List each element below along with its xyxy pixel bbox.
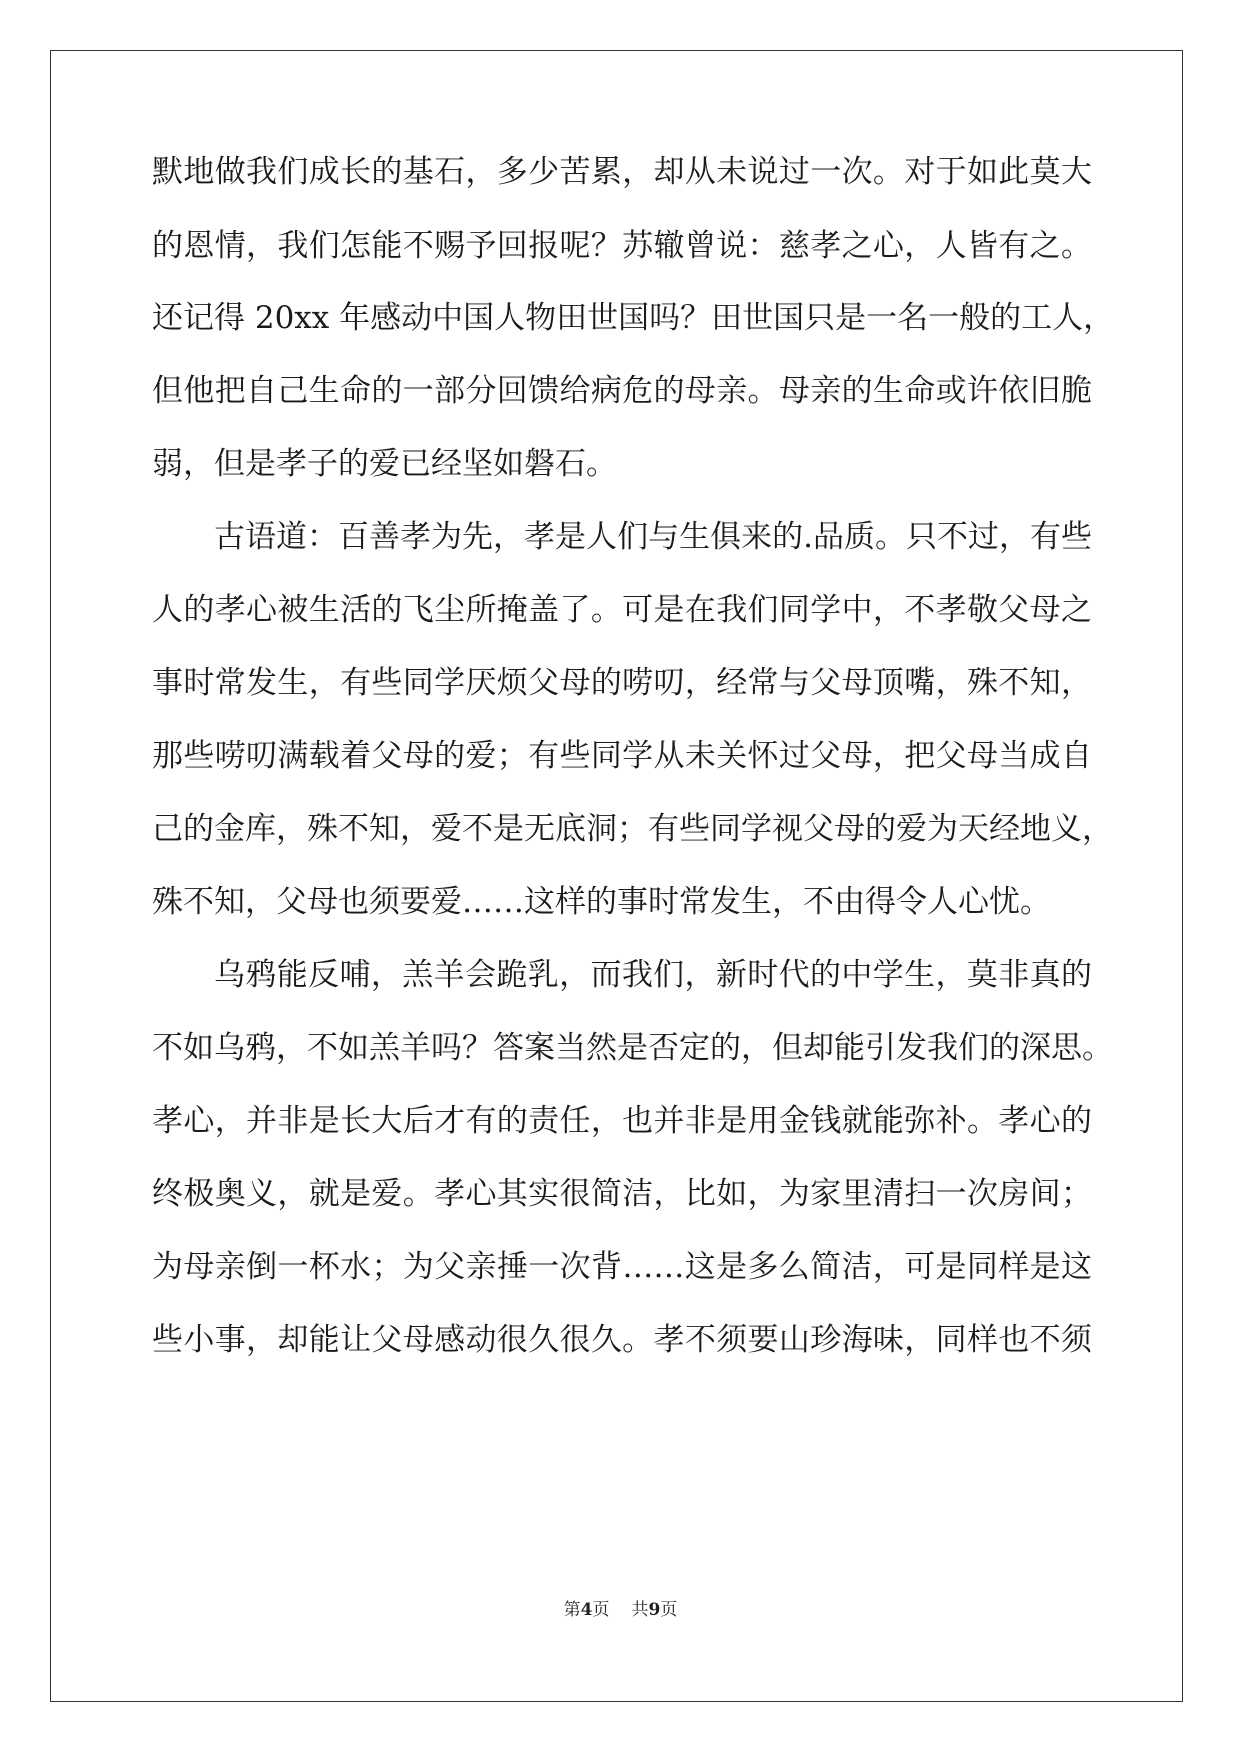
total-pages-number: 9: [648, 1600, 661, 1620]
text-line: 些小事，却能让父母感动很久很久。孝不须要山珍海味，同样也不须: [152, 1322, 1092, 1358]
text-line: 的恩情，我们怎能不赐予回报呢？苏辙曾说：慈孝之心，人皆有之。: [152, 228, 1092, 264]
total-pages-suffix: 页: [660, 1600, 678, 1620]
text-line: 还记得 20xx 年感动中国人物田世国吗？田世国只是一名一般的工人，: [152, 300, 1115, 336]
text-line: 终极奥义，就是爱。孝心其实很简洁，比如，为家里清扫一次房间；: [152, 1176, 1092, 1212]
text-line: 己的金库，殊不知，爱不是无底洞；有些同学视父母的爱为天经地义，: [152, 811, 1113, 847]
text-line: 弱，但是孝子的爱已经坚如磐石。: [152, 446, 617, 482]
text-line: 为母亲倒一杯水；为父亲捶一次背……这是多么简洁，可是同样是这: [152, 1249, 1092, 1285]
text-line: 事时常发生，有些同学厌烦父母的唠叨，经常与父母顶嘴，殊不知，: [152, 665, 1092, 701]
text-line: 不如乌鸦，不如羔羊吗？答案当然是否定的，但却能引发我们的深思。: [152, 1030, 1113, 1066]
page-footer: [0, 1598, 1241, 1622]
page-number-suffix: 页: [592, 1600, 610, 1620]
text-line: 孝心，并非是长大后才有的责任，也并非是用金钱就能弥补。孝心的: [152, 1103, 1092, 1139]
page-number-prefix: 第: [563, 1600, 581, 1620]
text-line: 那些唠叨满载着父母的爱；有些同学从未关怀过父母，把父母当成自: [152, 738, 1092, 774]
total-pages-prefix: 共: [631, 1600, 649, 1620]
paragraph-first-line: 古语道：百善孝为先，孝是人们与生俱来的.品质。只不过，有些: [214, 519, 1092, 555]
text-line: 殊不知，父母也须要爱……这样的事时常发生，不由得令人心忧。: [152, 884, 1051, 920]
text-line: 默地做我们成长的基石，多少苦累，却从未说过一次。对于如此莫大: [152, 154, 1092, 190]
text-line: 人的孝心被生活的飞尘所掩盖了。可是在我们同学中，不孝敬父母之: [152, 592, 1092, 628]
paragraph-first-line: 乌鸦能反哺，羔羊会跪乳，而我们，新时代的中学生，莫非真的: [214, 957, 1092, 993]
current-page-number: 4: [580, 1600, 593, 1620]
text-line: 但他把自己生命的一部分回馈给病危的母亲。母亲的生命或许依旧脆: [152, 373, 1092, 409]
